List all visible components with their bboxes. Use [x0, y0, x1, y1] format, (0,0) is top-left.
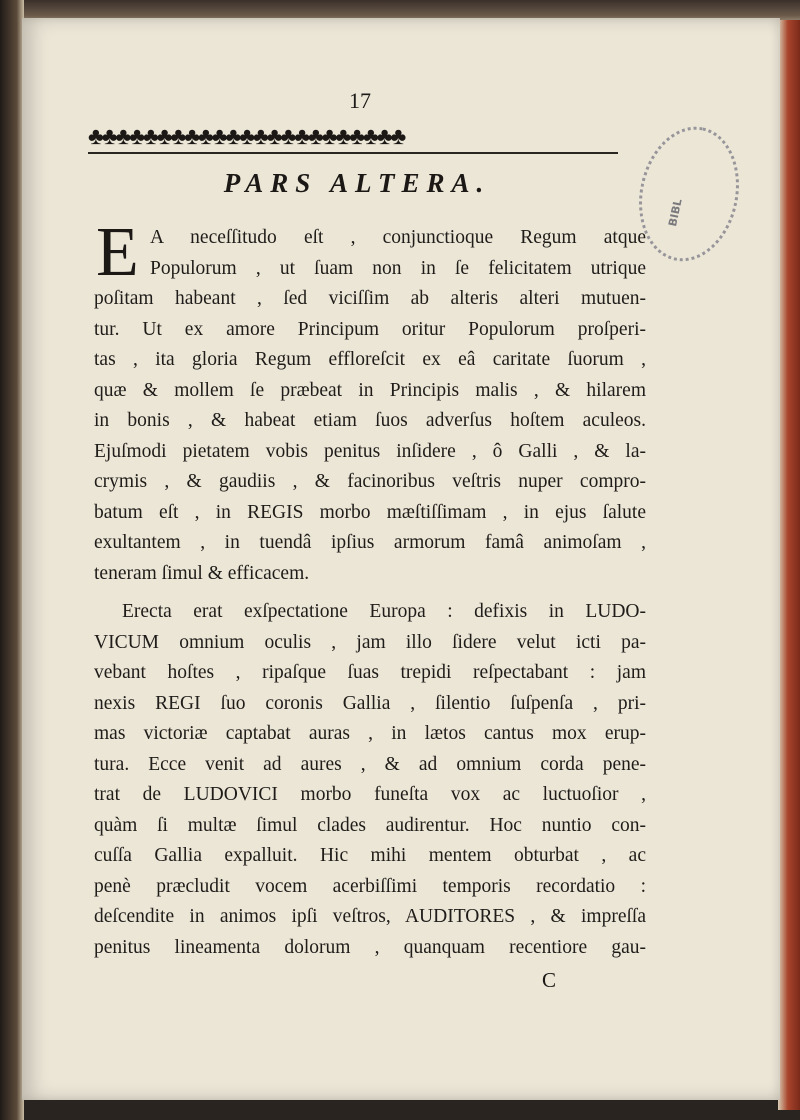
- text-line: teneram ſimul & efficacem.: [94, 562, 310, 584]
- paragraph-1: [94, 214, 646, 589]
- text-line: exultantem , in tuendâ ipſius armorum famâ animoſam ,: [94, 532, 646, 553]
- book-page: [22, 18, 780, 1100]
- ornamental-band: ♣♣♣♣♣♣♣♣♣♣♣♣♣♣♣♣♣♣♣♣♣♣♣: [88, 124, 405, 150]
- text-line: Erecta erat exſpectatione Europa : defixis in LUDO-: [122, 601, 646, 622]
- text-line: deſcendite in animos ipſi veſtros, AUDITORES , & impreſſa: [94, 906, 646, 927]
- book-left-board: [0, 0, 24, 1120]
- text-line: vebant hoſtes , ripaſque ſuas trepidi reſpectabant : jam: [94, 662, 646, 683]
- text-line: crymis , & gaudiis , & facinoribus veſtris nuper compro-: [94, 471, 646, 492]
- text-line: Populorum , ut ſuam non in ſe felicitatem utrique: [150, 257, 646, 279]
- text-line: tur. Ut ex amore Principum oritur Populorum proſperi-: [94, 318, 646, 340]
- paragraph-2: [94, 597, 646, 963]
- text-line: tas , ita gloria Regum effloreſcit ex eâ caritate ſuorum ,: [94, 349, 646, 370]
- text-line: poſitam habeant , ſed viciſſim ab alteris alteri mutuen-: [94, 288, 646, 309]
- text-line: penè præcludit vocem acerbiſſimi temporis recordatio :: [94, 875, 646, 897]
- text-line: in bonis , & habeat etiam ſuos adverſus hoſtem aculeos.: [94, 410, 646, 431]
- text-line: nexis REGI ſuo coronis Gallia , ſilentio ſuſpenſa , pri-: [94, 692, 646, 714]
- ornament-rule: [88, 152, 618, 154]
- text-line: trat de LUDOVICI morbo funeſta vox ac luctuoſior ,: [94, 784, 646, 805]
- text-line: VICUM omnium oculis , jam illo ſidere velut icti pa-: [94, 631, 646, 653]
- text-line: cuſſa Gallia expalluit. Hic mihi mentem obturbat , ac: [94, 845, 646, 866]
- body-text: [94, 214, 646, 963]
- text-line: Ejuſmodi pietatem vobis penitus inſidere , ô Galli , & la-: [94, 440, 646, 462]
- stamp-text: BIBL: [666, 197, 685, 228]
- text-line: batum eſt , in REGIS morbo mæſtiſſimam , in ejus ſalute: [94, 501, 646, 523]
- book-right-edge: [778, 20, 800, 1110]
- text-line: quæ & mollem ſe præbeat in Principis malis , & hilarem: [94, 379, 646, 401]
- section-heading: PARS ALTERA.: [223, 168, 491, 198]
- text-line: quàm ſi multæ ſimul clades audirentur. Hoc nuntio con-: [94, 814, 646, 836]
- catchword: C: [542, 968, 557, 992]
- text-line: mas victoriæ captabat auras , in lætos cantus mox erup-: [94, 723, 646, 744]
- text-line: penitus lineamenta dolorum , quanquam recentiore gau-: [94, 936, 646, 958]
- page-number: 17: [349, 88, 371, 113]
- text-line: tura. Ecce venit ad aures , & ad omnium corda pene-: [94, 753, 646, 775]
- text-line: A neceſſitudo eſt , conjunctioque Regum atque: [150, 227, 646, 248]
- drop-cap: E: [96, 214, 139, 291]
